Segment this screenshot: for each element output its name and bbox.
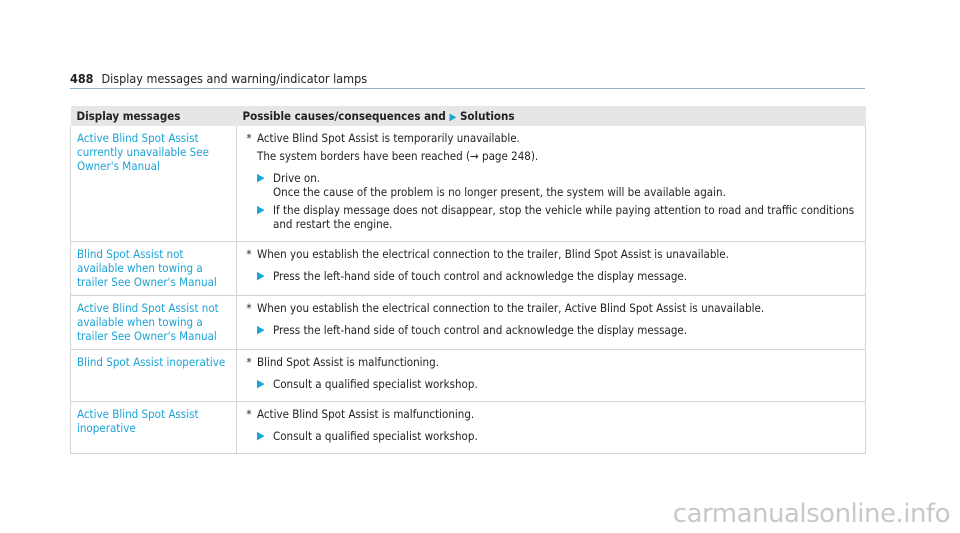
- page-number: 488: [70, 71, 94, 86]
- page-header: [70, 71, 367, 86]
- col-header-solutions: [237, 106, 866, 126]
- step-text: Consult a qualified specialist workshop.: [273, 377, 478, 391]
- display-message-text: Blind Spot Assist not available when towing a trailer See Owner's Manual: [71, 242, 237, 296]
- watermark-logo: carmanualsonline.info: [672, 499, 950, 529]
- arrow-right-icon: ▶: [257, 203, 265, 216]
- cause-note: The system borders have been reached (→ page 248).: [257, 149, 539, 163]
- step-text: Consult a qualified specialist workshop.: [273, 429, 478, 443]
- solution-step: [257, 323, 859, 337]
- arrow-right-icon: ▶: [257, 269, 265, 282]
- solution-cell: [237, 126, 866, 242]
- col-header-solutions-label: Solutions: [459, 109, 515, 123]
- solution-step: [257, 377, 859, 391]
- col-header-causes-label: Possible causes/consequences and: [242, 109, 446, 123]
- bullet-star-icon: *: [246, 301, 252, 315]
- arrow-right-icon: ▶: [449, 112, 457, 123]
- arrow-right-icon: ▶: [257, 429, 265, 442]
- cause-text: Blind Spot Assist is malfunctioning.: [257, 355, 439, 369]
- solution-cell: [237, 350, 866, 402]
- display-messages-table: [70, 106, 866, 454]
- solution-step: [257, 171, 859, 199]
- header-divider: [70, 88, 865, 89]
- solution-step: [257, 203, 859, 231]
- step-text: Drive on.: [273, 171, 321, 185]
- bullet-star-icon: *: [246, 355, 252, 369]
- cause-item: [243, 355, 859, 373]
- cause-item: [243, 407, 859, 425]
- page-title: Display messages and warning/indicator lamps: [101, 71, 368, 86]
- col-header-display-messages: Display messages: [71, 106, 237, 126]
- bullet-star-icon: *: [246, 407, 252, 421]
- display-message-text: Active Blind Spot Assist inoperative: [71, 402, 237, 454]
- step-text: Press the left-hand side of touch control and acknowledge the display message.: [273, 269, 688, 283]
- bullet-star-icon: *: [246, 247, 252, 261]
- table-row: [71, 242, 866, 296]
- cause-text: Active Blind Spot Assist is malfunctioning.: [257, 407, 475, 421]
- cause-text: When you establish the electrical connection to the trailer, Active Blind Spot Assist is unavailable.: [257, 301, 765, 315]
- step-text: Press the left-hand side of touch control and acknowledge the display message.: [273, 323, 688, 337]
- solution-cell: [237, 242, 866, 296]
- step-text: If the display message does not disappear, stop the vehicle while paying attention to road and traffic conditions and restart the engine.: [273, 203, 855, 231]
- display-message-text: Active Blind Spot Assist currently unavailable See Owner's Manual: [71, 126, 237, 242]
- arrow-right-icon: ▶: [257, 323, 265, 336]
- table-row: [71, 296, 866, 350]
- cause-text: When you establish the electrical connection to the trailer, Blind Spot Assist is unavailable.: [257, 247, 729, 261]
- solution-step: [257, 269, 859, 283]
- cause-item: [243, 247, 859, 265]
- cause-item: [243, 131, 859, 167]
- cause-item: [243, 301, 859, 319]
- display-message-text: Active Blind Spot Assist not available when towing a trailer See Owner's Manual: [71, 296, 237, 350]
- arrow-right-icon: ▶: [257, 171, 265, 184]
- table-row: [71, 402, 866, 454]
- solution-cell: [237, 296, 866, 350]
- step-extra-text: Once the cause of the problem is no longer present, the system will be available again.: [273, 185, 726, 199]
- solution-step: [257, 429, 859, 443]
- table-row: [71, 350, 866, 402]
- solution-cell: [237, 402, 866, 454]
- arrow-right-icon: ▶: [257, 377, 265, 390]
- table-row: [71, 126, 866, 242]
- display-message-text: Blind Spot Assist inoperative: [71, 350, 237, 402]
- bullet-star-icon: *: [246, 131, 252, 145]
- cause-text: Active Blind Spot Assist is temporarily unavailable.: [257, 131, 520, 145]
